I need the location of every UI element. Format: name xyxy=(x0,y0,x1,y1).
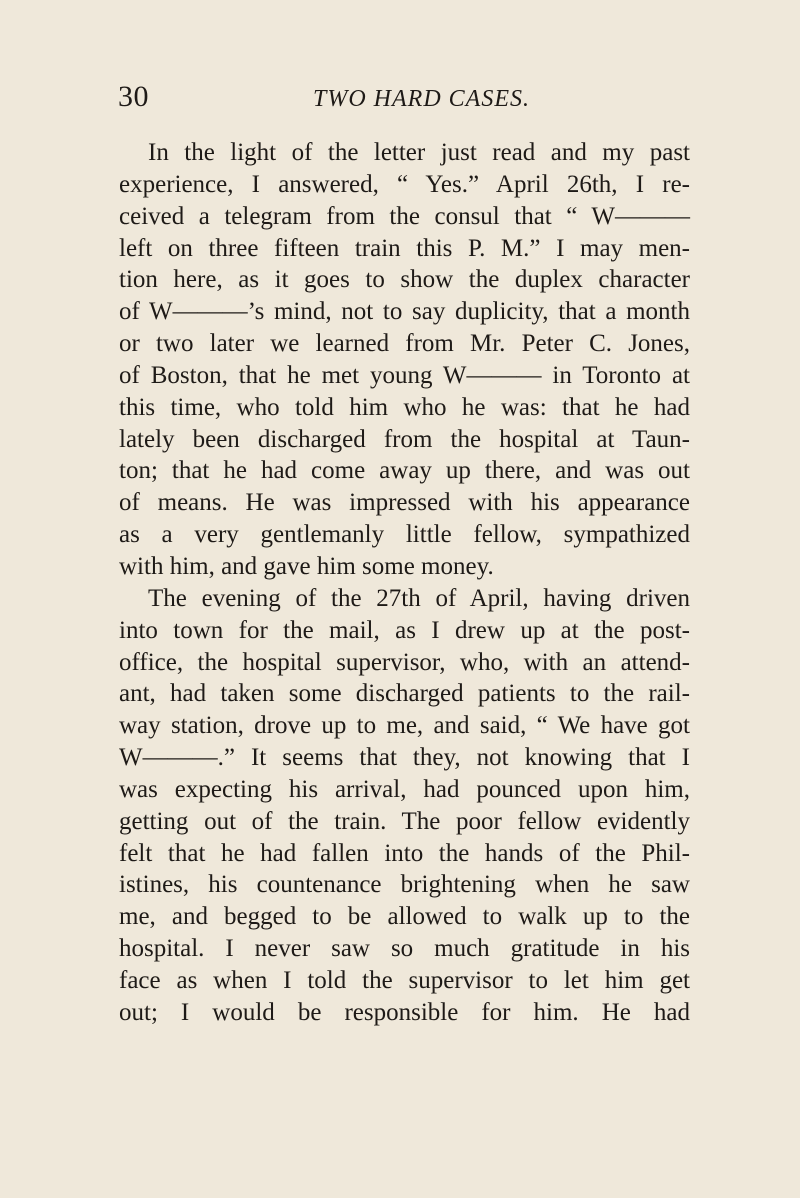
text-line: me, and begged to be allowed to walk up to the xyxy=(119,903,690,931)
page-header xyxy=(118,80,678,120)
text-line: felt that he had fallen into the hands of the Phil- xyxy=(119,839,690,867)
text-line: ceived a telegram from the consul that “ W——— xyxy=(119,202,690,230)
text-line: istines, his countenance brightening when he saw xyxy=(119,871,690,899)
text-line: of Boston, that he met young W——— in Toronto at xyxy=(119,361,690,389)
running-head: TWO HARD CASES. xyxy=(313,86,530,112)
text-line: was expecting his arrival, had pounced upon him, xyxy=(119,775,690,803)
text-line: experience, I answered, “ Yes.” April 26th, I re- xyxy=(119,170,690,198)
text-line: lately been discharged from the hospital at Taun- xyxy=(119,425,690,453)
text-line: with him, and gave him some money. xyxy=(119,552,494,580)
text-line: tion here, as it goes to show the duplex character xyxy=(119,266,690,294)
text-line: ant, had taken some discharged patients to the rail- xyxy=(119,680,690,708)
body-text xyxy=(119,137,690,1029)
text-line: hospital. I never saw so much gratitude in his xyxy=(119,935,690,963)
text-line: way station, drove up to me, and said, “ We have got xyxy=(119,712,690,740)
text-line: left on three fifteen train this P. M.” I may men- xyxy=(119,234,690,262)
text-line: or two later we learned from Mr. Peter C. Jones, xyxy=(119,330,690,358)
text-line: into town for the mail, as I drew up at the post- xyxy=(119,616,690,644)
text-line: as a very gentlemanly little fellow, sympathized xyxy=(119,521,690,549)
text-line: The evening of the 27th of April, having driven xyxy=(148,584,690,612)
text-line: In the light of the letter just read and my past xyxy=(148,139,690,166)
text-line: getting out of the train. The poor fellow evidently xyxy=(119,807,690,835)
text-line: of W———’s mind, not to say duplicity, that a month xyxy=(119,298,690,326)
text-line: this time, who told him who he was: that he had xyxy=(119,393,690,421)
text-line: face as when I told the supervisor to let him get xyxy=(119,966,690,994)
text-line: of means. He was impressed with his appearance xyxy=(119,489,690,517)
text-line: out; I would be responsible for him. He had xyxy=(119,998,690,1026)
page-number: 30 xyxy=(118,80,149,113)
text-line: W———.” It seems that they, not knowing that I xyxy=(119,744,690,772)
text-line: office, the hospital supervisor, who, with an attend- xyxy=(119,648,690,676)
text-line: ton; that he had come away up there, and was out xyxy=(119,457,690,485)
